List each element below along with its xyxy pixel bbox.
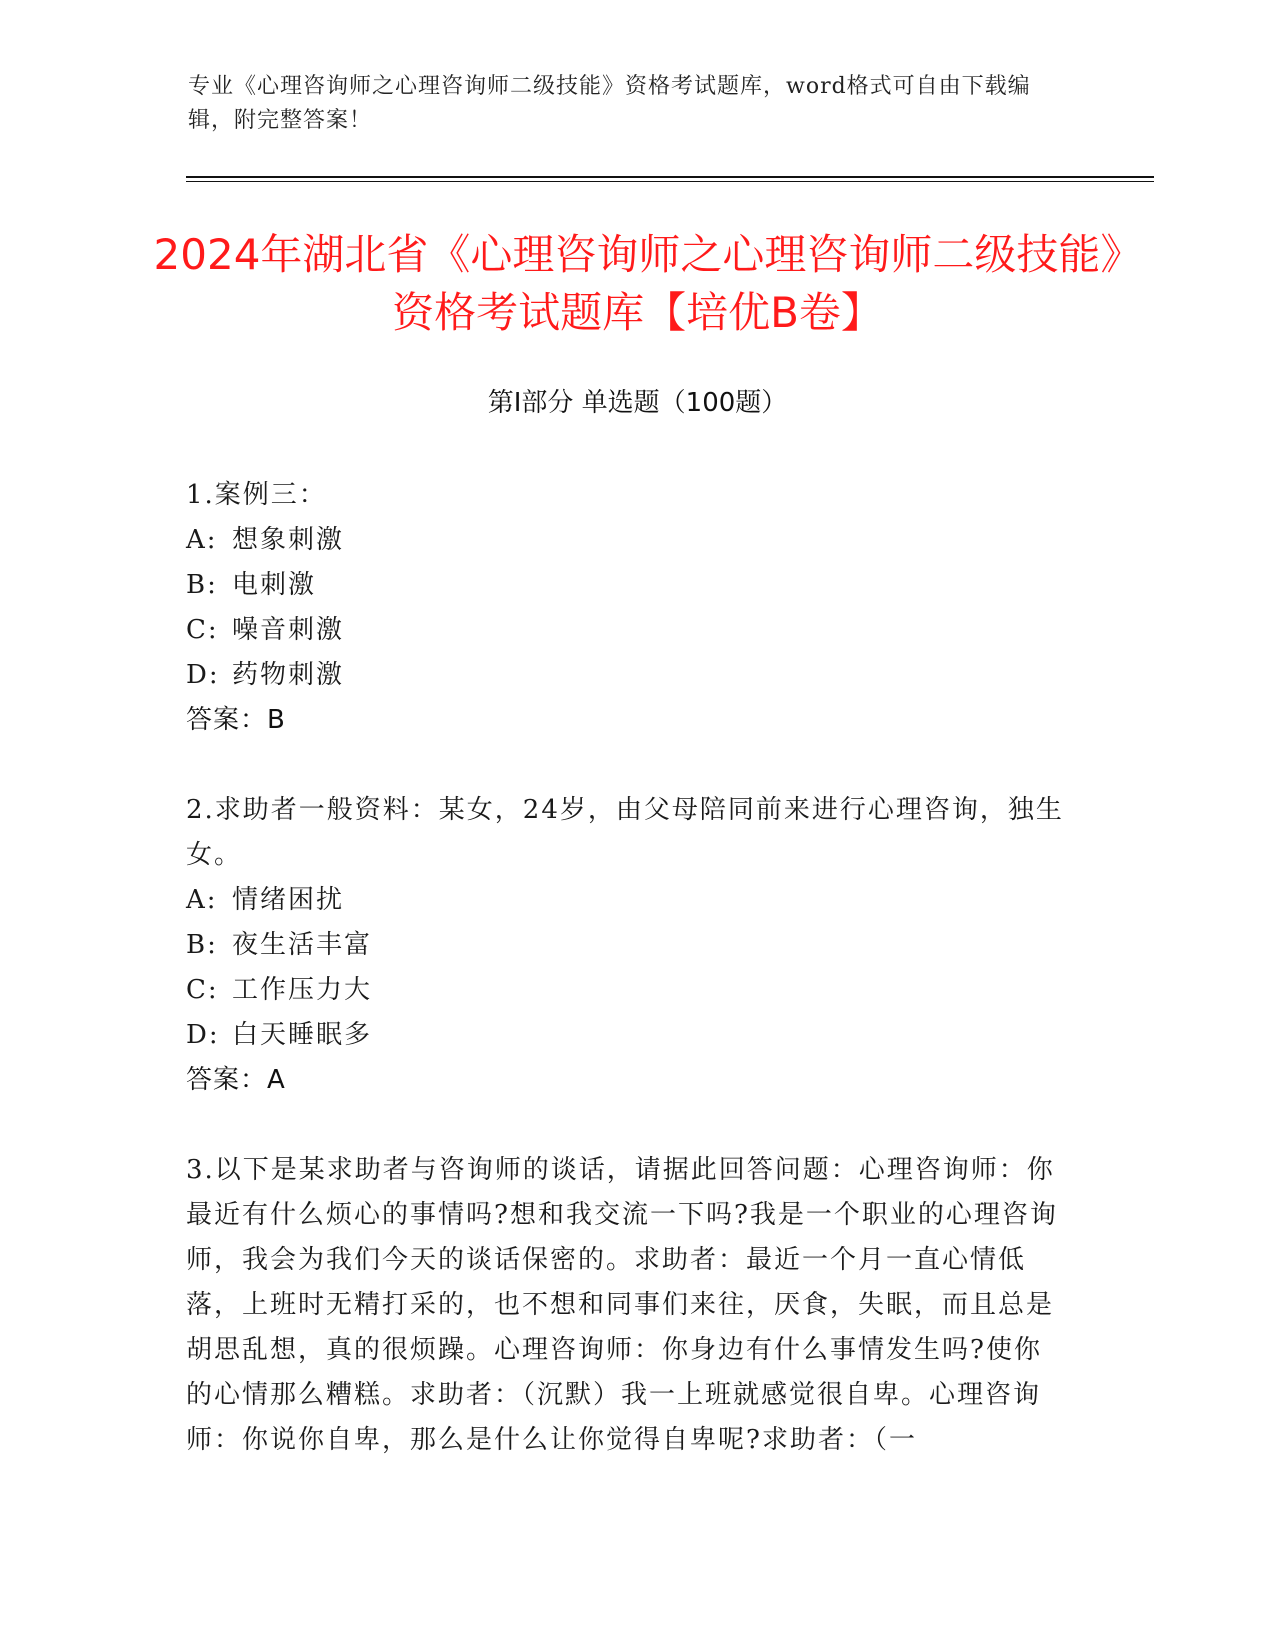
answer-value: A [267,1065,286,1095]
section-title: 第Ⅰ部分 单选题（100题） [487,388,788,418]
question-stem: 3.以下是某求助者与咨询师的谈话，请据此回答问题：心理咨询师：你最近有什么烦心的事情吗?想和我交流一下吗?我是一个职业的心理咨询师，我会为我们今天的谈话保密的。求助者：最近一个月一直心情低落，上班时无精打采的，也不想和同事们来往，厌食，失眠，而且总是胡思乱想，真的很烦躁。心理咨询师：你身边有什么事情发生吗?使你的心情那么糟糕。求助者：（沉默）我一上班就感觉很自卑。心理咨询师：你说你自卑，那么是什么让你觉得自卑呢?求助者：（一 [186,1155,1058,1455]
option-key: B: [186,930,218,960]
option-text: 想象刺激 [232,525,345,555]
option-text: 工作压力大 [232,975,373,1005]
option-key: D: [186,660,220,690]
option-c [186,608,1066,653]
question-stem: 1.案例三： [186,480,327,510]
question-list [186,473,1066,1508]
question-stem: 2.求助者一般资料：某女，24岁，由父母陪同前来进行心理咨询，独生女。 [186,795,1064,870]
option-key: C: [186,615,219,645]
option-d [186,1013,1066,1058]
question-2 [186,788,1066,1103]
option-key: C: [186,975,219,1005]
option-text: 夜生活丰富 [232,930,373,960]
answer-value: B [267,705,286,735]
option-a [186,878,1066,923]
document-title: 2024年湖北省《心理咨询师之心理咨询师二级技能》资格考试题库【培优B卷】 [153,230,1122,337]
header-note: 专业《心理咨询师之心理咨询师二级技能》资格考试题库，word格式可自由下载编辑，附完整答案！ [188,74,1031,133]
header-rule-thin [186,181,1154,182]
answer-line [186,1058,1066,1103]
question-1 [186,473,1066,743]
answer-label: 答案： [186,705,268,735]
option-text: 电刺激 [232,570,317,600]
option-text: 药物刺激 [232,660,345,690]
option-key: B: [186,570,218,600]
header-rule-thick [186,176,1154,178]
option-b [186,563,1066,608]
option-a [186,518,1066,563]
option-text: 噪音刺激 [232,615,345,645]
option-key: D: [186,1020,220,1050]
option-d [186,653,1066,698]
option-key: A: [186,885,218,915]
option-text: 白天睡眠多 [232,1020,373,1050]
option-b [186,923,1066,968]
option-key: A: [186,525,218,555]
answer-line [186,698,1066,743]
option-text: 情绪困扰 [232,885,345,915]
answer-label: 答案： [186,1065,268,1095]
option-c [186,968,1066,1013]
question-3 [186,1148,1066,1463]
